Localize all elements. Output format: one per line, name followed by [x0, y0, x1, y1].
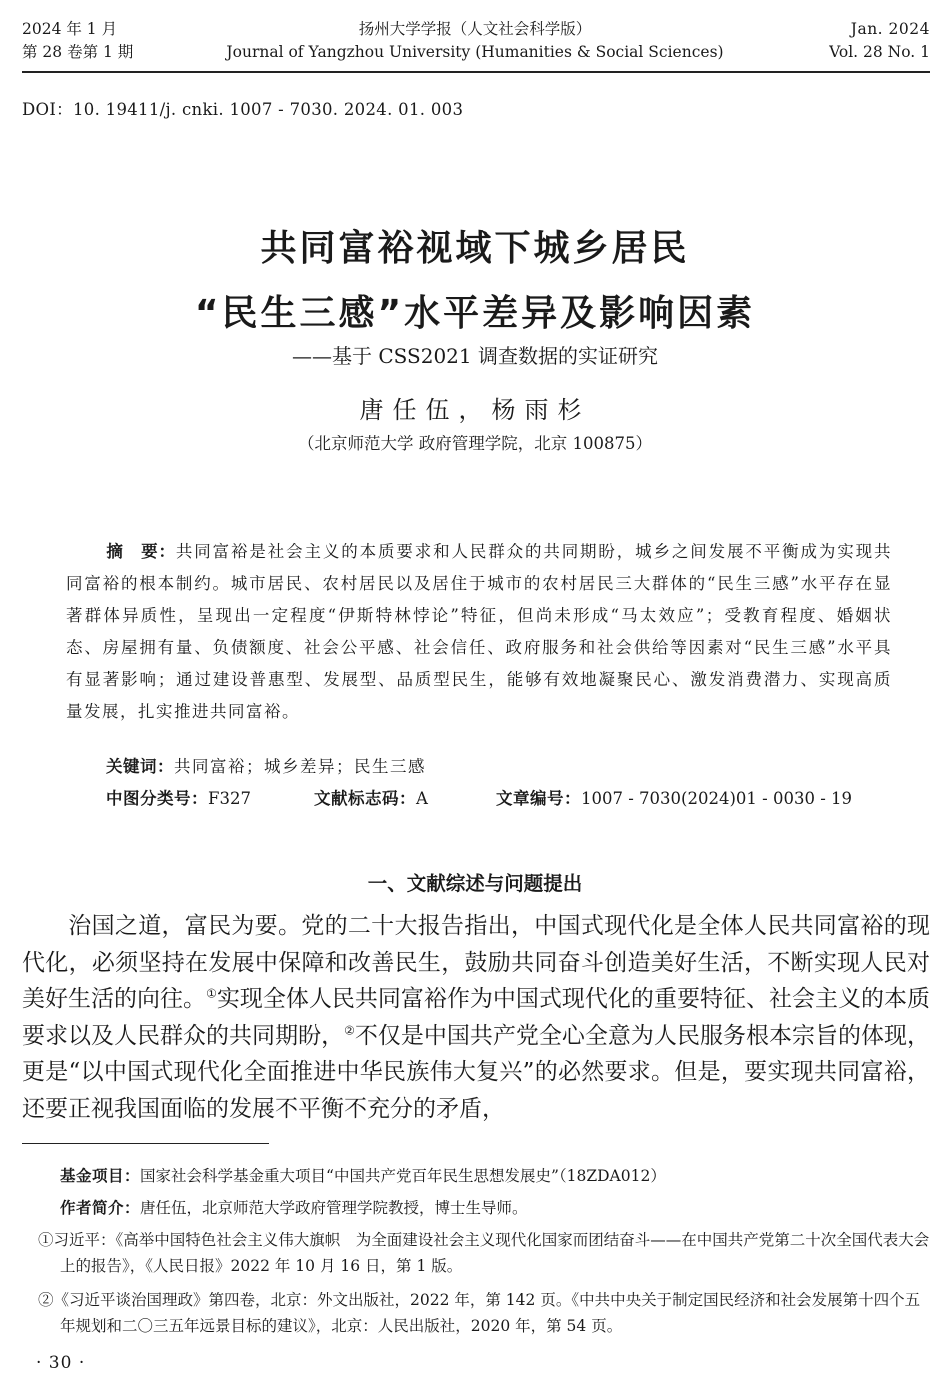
- article-no-value: 1007 - 7030(2024)01 - 0030 - 19: [581, 789, 853, 808]
- footnote-ref-1[interactable]: ①: [206, 986, 217, 1001]
- header-journal-cn: 扬州大学学报（人文社会科学版）: [358, 20, 592, 38]
- funding-label: 基金项目：: [60, 1167, 141, 1185]
- abstract-label: 摘 要：: [106, 542, 176, 561]
- section-heading: 一、文献综述与问题提出: [367, 872, 583, 895]
- header-journal: [0, 18, 950, 64]
- body-text-part3: 不仅是中国共产党全心全意为人民服务根本宗旨的体现，更是“以中国式现代化全面推进中华民族伟大复兴”的必然要求。但是，要实现共同富裕，还要正视我国面临的发展不平衡不充分的矛盾，: [22, 1022, 931, 1122]
- footnote-2: [38, 1287, 934, 1339]
- author-bio-text: 唐任伍，北京师范大学政府管理学院教授，博士生导师。: [140, 1199, 528, 1217]
- keywords: [106, 753, 426, 777]
- body-text-part1: 治国之道，富民为要。党的二十大报告指出，中国式现代化是全体人民共同富裕的现代化，必须坚持在发展中保障和改善民生，鼓励共同奋斗创造美好生活，不断实现人民对美好生活的向往。: [22, 913, 930, 1012]
- body-paragraph: [22, 908, 930, 1127]
- keywords-text: 共同富裕；城乡差异；民生三感: [174, 757, 426, 776]
- footnote-funding: [60, 1163, 934, 1189]
- header-divider: [22, 71, 930, 73]
- keywords-label: 关键词：: [106, 757, 174, 776]
- author-bio-label: 作者简介：: [60, 1199, 141, 1217]
- footnote-1-text: ①习近平：《高举中国特色社会主义伟大旗帜 为全面建设社会主义现代化国家而团结奋斗——在中国共产党第二十次全国代表大会上的报告》，《人民日报》2022 年 10 月 16 日，第 1 版。: [38, 1231, 930, 1275]
- affiliation: （北京师范大学 政府管理学院，北京 100875）: [298, 434, 652, 453]
- article-no-label: 文章编号：: [496, 789, 581, 808]
- article-title-line2: “民生三感”水平差异及影响因素: [194, 293, 756, 334]
- clc-number: [106, 785, 251, 809]
- footnote-divider: [22, 1143, 269, 1144]
- doi: DOI：10. 19411/j. cnki. 1007 - 7030. 2024. 01. 003: [22, 100, 464, 119]
- doc-code-value: A: [416, 789, 428, 808]
- header-date-en: Jan. 2024: [850, 20, 930, 38]
- page-number: · 30 ·: [36, 1353, 86, 1373]
- header-issue-date: 2024 年 1 月: [22, 20, 118, 38]
- clc-value: F327: [208, 789, 251, 808]
- abstract: [66, 536, 892, 728]
- header-volume: 第 28 卷第 1 期: [22, 43, 134, 61]
- article-title-line1: 共同富裕视域下城乡居民: [260, 228, 690, 269]
- header-volume-en: Vol. 28 No. 1: [829, 43, 930, 61]
- footnote-author-bio: [60, 1195, 934, 1221]
- doc-code-label: 文献标志码：: [314, 789, 416, 808]
- document-code: [314, 785, 428, 809]
- footnote-2-text: ②《习近平谈治国理政》第四卷，北京：外文出版社，2022 年，第 142 页。《中共中央关于制定国民经济和社会发展第十四个五年规划和二〇三五年远景目标的建议》，北京：人民出版社，2020 年，第 54 页。: [38, 1291, 921, 1335]
- clc-label: 中图分类号：: [106, 789, 208, 808]
- abstract-text: 共同富裕是社会主义的本质要求和人民群众的共同期盼，城乡之间发展不平衡成为实现共同富裕的根本制约。城市居民、农村居民以及居住于城市的农村居民三大群体的“民生三感”水平存在显著群体异质性，呈现出一定程度“伊斯特林悖论”特征，但尚未形成“马太效应”；受教育程度、婚姻状态、房屋拥有量、负债额度、社会公平感、社会信任、政府服务和社会供给等因素对“民生三感”水平具有显著影响；通过建设普惠型、发展型、品质型民生，能够有效地凝聚民心、激发消费潜力、实现高质量发展，扎实推进共同富裕。: [66, 542, 893, 721]
- article-subtitle: ——基于 CSS2021 调查数据的实证研究: [292, 344, 658, 368]
- funding-text: 国家社会科学基金重大项目“中国共产党百年民生思想发展史”（18ZDA012）: [140, 1167, 666, 1185]
- article-number: [496, 785, 852, 809]
- body-text-part2: 实现全体人民共同富裕作为中国式现代化的重要特征、社会主义的本质要求以及人民群众的共同期盼，: [22, 986, 931, 1049]
- footnote-ref-2[interactable]: ②: [344, 1022, 355, 1037]
- authors: 唐任伍，杨雨杉: [359, 396, 591, 424]
- header-journal-en: Journal of Yangzhou University (Humanities & Social Sciences): [226, 43, 724, 61]
- header-issue-info-en: [829, 18, 930, 64]
- footnote-1: [38, 1227, 934, 1279]
